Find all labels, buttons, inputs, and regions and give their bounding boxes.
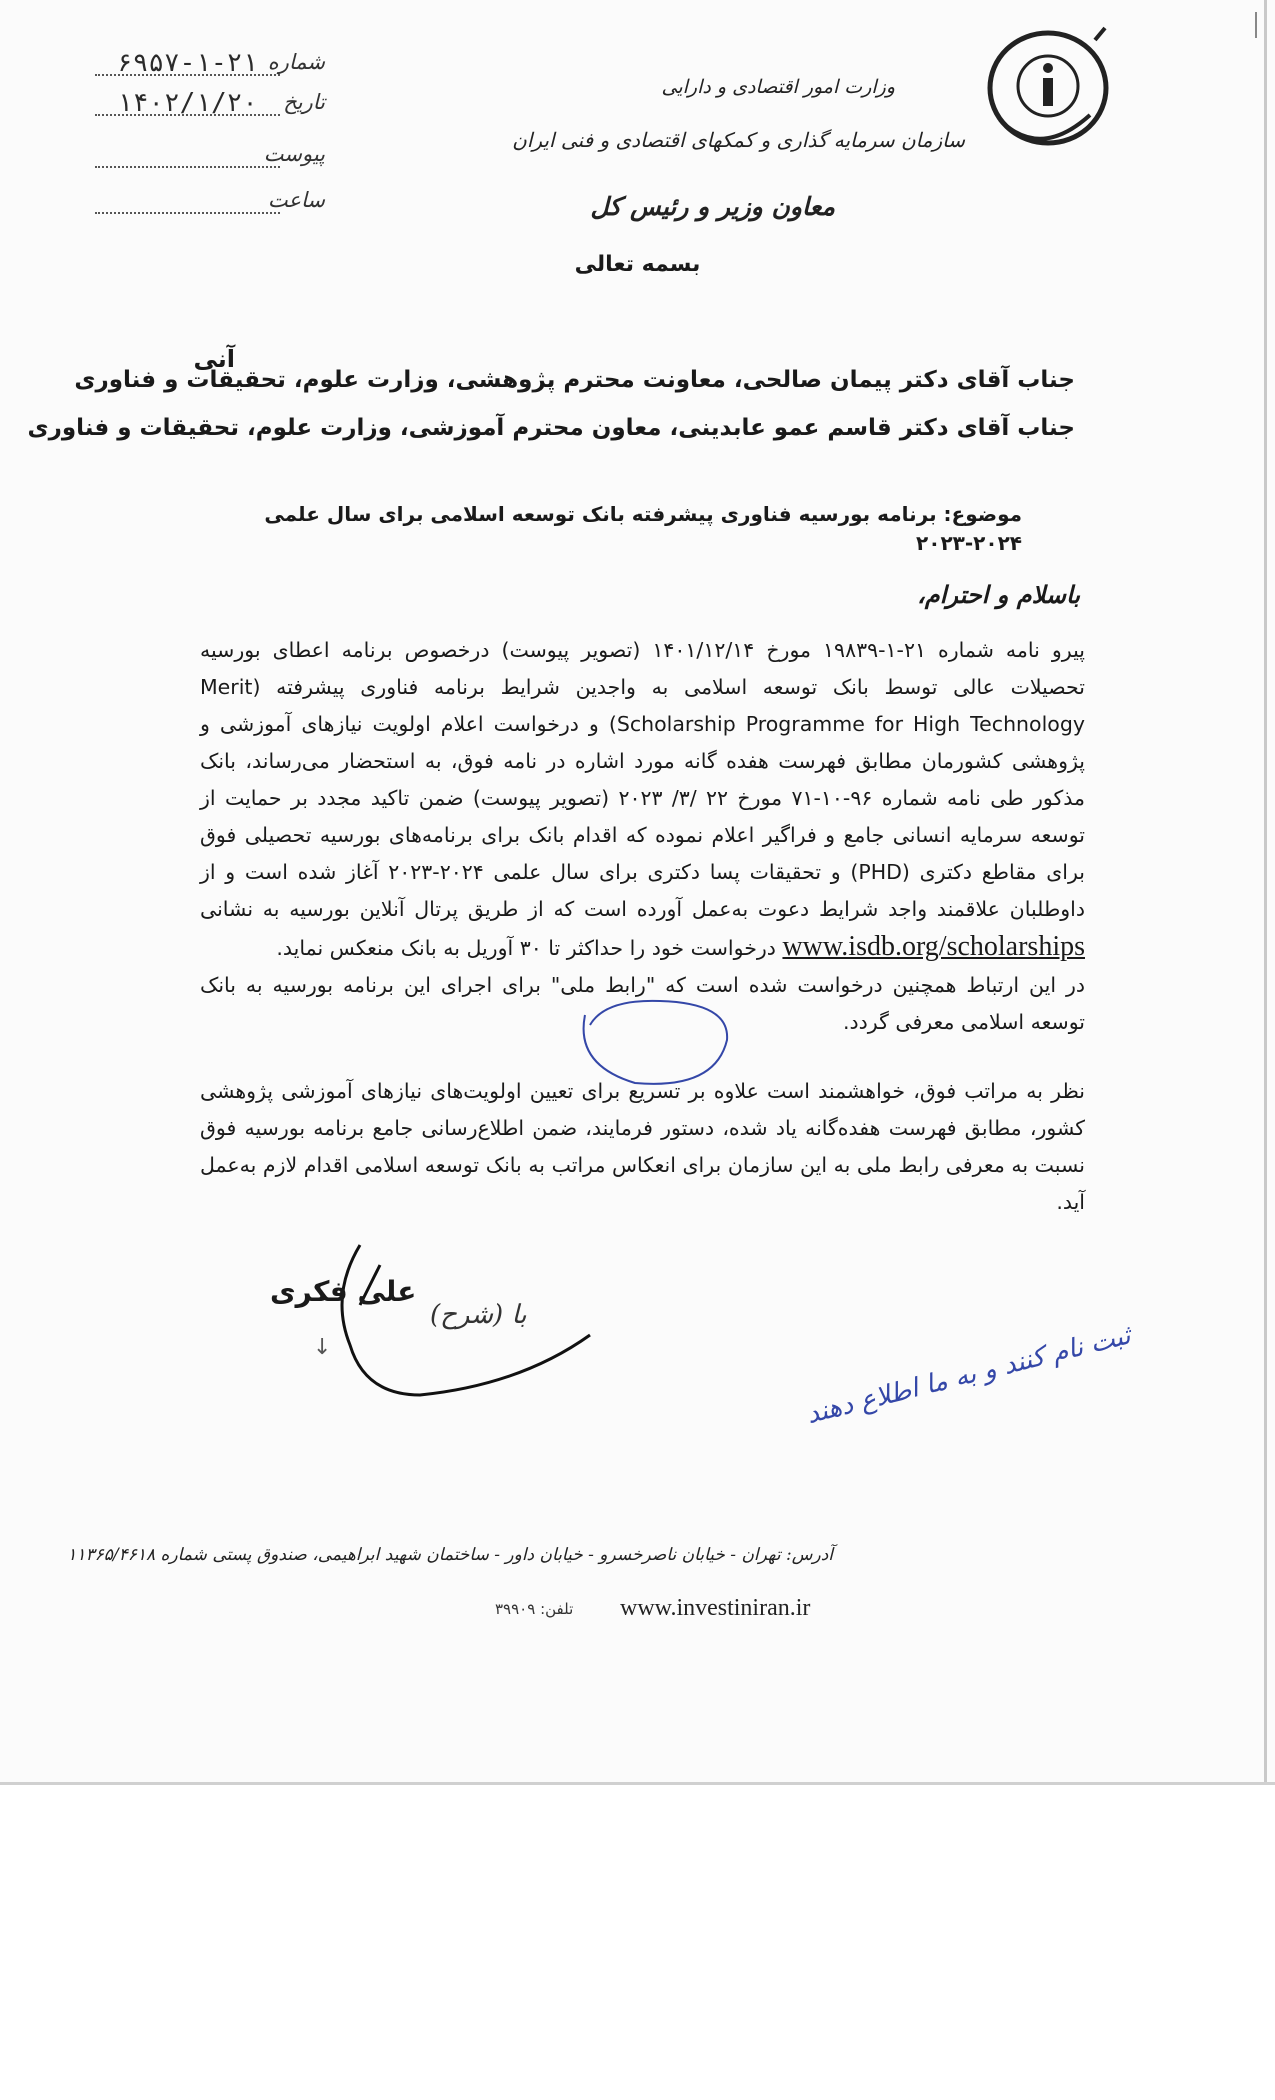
greeting: باسلام و احترام،: [917, 580, 1080, 609]
margin-note: ثبت نام کنند و به ما اطلاع دهند: [803, 1320, 1134, 1431]
date-label: تاریخ: [283, 90, 325, 114]
arrow-down-icon: ↓: [313, 1335, 332, 1360]
subject-line: موضوع: برنامه بورسیه فناوری پیشرفته بانک توسعه اسلامی برای سال علمی ۲۰۲۴-۲۰۲۳: [264, 502, 1022, 555]
date-field: [95, 88, 325, 118]
footer-phone: تلفن: ۳۹۹۰۹: [495, 1600, 574, 1618]
attachment-line: [95, 166, 280, 168]
paragraph-1: [200, 632, 1085, 967]
number-field: [95, 48, 325, 78]
date-value: ۱۴۰۲/۱/۲۰: [117, 88, 258, 118]
paragraph-3: نظر به مراتب فوق، خواهشمند است علاوه بر تسریع برای تعیین اولویت‌های نیازهای آموزشی پژوهشی کشور، مطابق فهرست هفده‌گانه یاد شده، دستور فرمایند، ضمن اطلاع‌رسانی جامع برنامه بورسیه فوق نسبت به معرفی رابط ملی به این سازمان برای انعکاس مراتب به بانک توسعه اسلامی اقدام لازم به‌عمل آید.: [200, 1079, 1085, 1214]
handwritten-note: با (شرح): [430, 1300, 527, 1330]
paragraph-1-end: درخواست خود را حداکثر تا ۳۰ آوریل به بانک منعکس نماید.: [276, 936, 776, 960]
footer-address: آدرس: تهران - خیابان ناصرخسرو - خیابان داور - ساختمان شهید ابراهیمی، صندوق پستی شماره ۱۱۳۶۵/۴۶۱۸: [67, 1545, 833, 1565]
time-label: ساعت: [267, 188, 325, 212]
date-line: [95, 114, 280, 116]
organization-logo: [980, 20, 1115, 150]
number-line: [95, 74, 280, 76]
invocation: بسمه تعالی: [574, 252, 701, 277]
page-bottom-edge: [0, 1782, 1275, 1785]
handwritten-circle: [565, 995, 735, 1090]
signer-name: علی فکری: [270, 1275, 417, 1308]
letter-body: [200, 632, 1085, 1221]
margin-mark: [1255, 12, 1257, 38]
number-value: ۶۹۵۷-۱-۲۱: [117, 48, 258, 78]
attachment-label: پیوست: [263, 142, 325, 166]
paragraph-2: در این ارتباط همچنین درخواست شده است که "رابط ملی" برای اجرای این برنامه بورسیه به بانک توسعه اسلامی معرفی گردد.: [200, 973, 1085, 1034]
time-line: [95, 212, 280, 214]
agency-name: سازمان سرمایه گذاری و کمکهای اقتصادی و فنی ایران: [512, 128, 965, 152]
scholarship-link[interactable]: www.isdb.org/scholarships: [782, 931, 1085, 962]
time-field: [95, 186, 325, 216]
attachment-field: [95, 140, 325, 170]
paragraph-1-text: پیرو نامه شماره ۲۱-۱-۱۹۸۳۹ مورخ ۱۴۰۱/۱۲/۱۴ (تصویر پیوست) درخصوص برنامه اعطای بورسیه تحصیلات عالی توسط بانک توسعه اسلامی به واجدین شرایط برنامه فناوری پیشرفته (Merit Scholarship Programme for High Technology) و درخواست اعلام اولویت نیازهای آموزشی و پژوهشی کشورمان مطابق فهرست هفده گانه مورد اشاره در نامه فوق، به استحضار می‌رساند، بانک مذکور طی نامه شماره ۹۶-۱۰-۷۱ مورخ ۲۲ /۳/ ۲۰۲۳ (تصویر پیوست) ضمن تاکید مجدد بر حمایت از توسعه سرمایه انسانی جامع و فراگیر اعلام نموده که اقدام بانک برای برنامه‌های بورسیه تحصیلی فوق برای مقاطع دکتری (PHD) و تحقیقات پسا دکتری برای سال علمی ۲۰۲۴-۲۰۲۳ آغاز شده است و از داوطلبان علاقمند واجد شرایط دعوت به‌عمل آورده است که از طریق پرتال آنلاین بورسیه به نشانی: [200, 638, 1085, 921]
number-label: شماره: [267, 50, 325, 74]
urgency-label: آنی: [193, 345, 235, 373]
office-title: معاون وزیر و رئیس کل: [590, 192, 835, 221]
footer-website[interactable]: www.investiniran.ir: [620, 1595, 811, 1621]
addressee-1: جناب آقای دکتر پیمان صالحی، معاونت محترم پژوهشی، وزارت علوم، تحقیقات و فناوری: [74, 367, 1075, 393]
ministry-name: وزارت امور اقتصادی و دارایی: [661, 76, 895, 98]
addressee-2: جناب آقای دکتر قاسم عمو عابدینی، معاون محترم آموزشی، وزارت علوم، تحقیقات و فناوری: [27, 415, 1075, 441]
